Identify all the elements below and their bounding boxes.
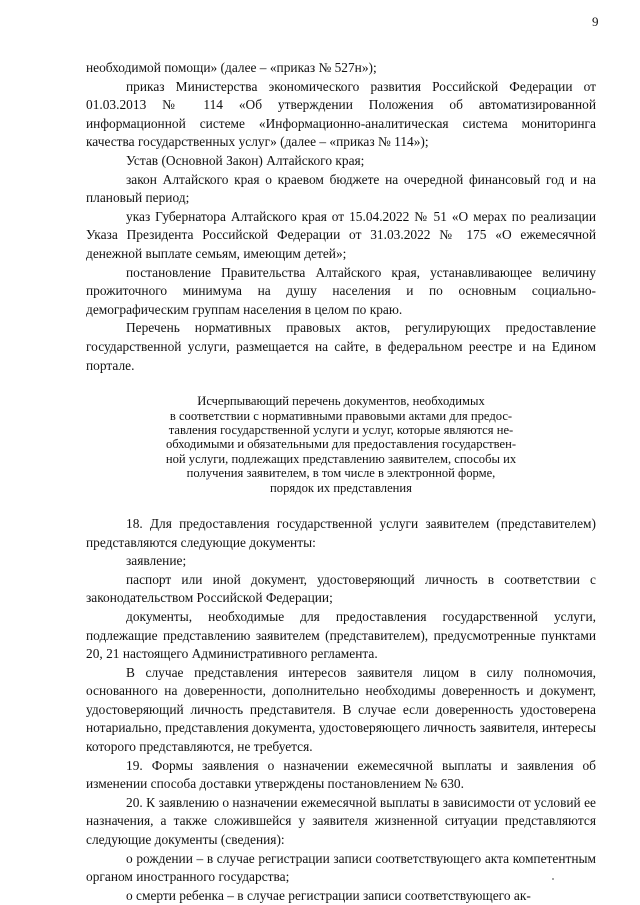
paragraph: 18. Для предоставления государственной услуги заявителем (представителем) представляются следующие документы: <box>86 515 596 550</box>
heading-line: порядок их представления <box>270 480 412 495</box>
paragraph: заявление; <box>126 553 187 569</box>
scan-speck <box>552 878 554 880</box>
paragraph: Перечень нормативных правовых актов, регулирующих предоставление государственной услуги, размещается на сайте, в федеральном реестре и на Едином портале. <box>86 320 596 373</box>
paragraph: указ Губернатора Алтайского края от 15.04.2022 № 51 «О мерах по реализации Указа Президента Российской Федерации от 31.03.2022 № 175 «О ежемесячной денежной выплате семьям, имеющим детей»; <box>86 208 596 261</box>
section-heading <box>86 394 596 495</box>
paragraph: о рождении – в случае регистрации записи соответствующего акта компетентным органом иностранного государства; <box>86 850 596 885</box>
heading-line: в соответствии с нормативными правовыми актами для предос- <box>169 408 513 423</box>
documents-list <box>86 515 596 905</box>
paragraph: В случае представления интересов заявителя лицом в силу полномочия, основанного на доверенности, дополнительно необходимы доверенность и документ, удостоверяющий личность представителя. В случае если доверенность удостоверена нотариально, представления документа, удостоверяющего личность заявителя, интересы которого представляются, не требуется. <box>86 664 596 755</box>
paragraph: постановление Правительства Алтайского края, устанавливающее величину прожиточного минимума на душу населения и по основным социально-демографическим группам населения в целом по краю. <box>86 264 596 317</box>
heading-line: ной услуги, подлежащих представлению заявителем, способы их <box>165 451 517 466</box>
paragraph: приказ Министерства экономического развития Российской Федерации от 01.03.2013 № 114 «Об утверждении Положения об автоматизированной информационной системе «Информационно-аналитическая система мониторинга качества государственных услуг» (далее – «приказ № 114»); <box>86 78 596 150</box>
heading-line: тавления государственной услуги и услуг, которые являются не- <box>168 422 514 437</box>
legal-acts-list <box>86 59 596 375</box>
document-body <box>86 59 596 905</box>
paragraph: документы, необходимые для предоставления государственной услуги, подлежащие представлению заявителем (представителем), предусмотренные пунктами 20, 21 настоящего Административного регламента. <box>86 608 596 662</box>
heading-line: обходимыми и обязательными для предоставления государствен- <box>165 437 517 452</box>
paragraph: 20. К заявлению о назначении ежемесячной выплаты в зависимости от условий ее назначения, а также сложившейся у заявителя жизненной ситуации представляются следующие документы (сведения): <box>86 794 596 848</box>
paragraph: необходимой помощи» (далее – «приказ № 527н»); <box>86 60 377 75</box>
paragraph: закон Алтайского края о краевом бюджете на очередной финансовый год и на плановый период; <box>86 171 596 206</box>
paragraph: паспорт или иной документ, удостоверяющий личность в соответствии с законодательством Российской Федерации; <box>86 571 596 606</box>
page-number: 9 <box>592 14 599 29</box>
heading-line: Исчерпывающий перечень документов, необходимых <box>197 394 485 409</box>
paragraph: 19. Формы заявления о назначении ежемесячной выплаты и заявления об изменении способа доставки утверждены постановлением № 630. <box>86 757 596 792</box>
paragraph: о смерти ребенка – в случае регистрации записи соответствующего ак- <box>126 887 531 903</box>
paragraph: Устав (Основной Закон) Алтайского края; <box>126 152 365 168</box>
heading-line: получения заявителем, в том числе в электронной форме, <box>186 466 496 481</box>
